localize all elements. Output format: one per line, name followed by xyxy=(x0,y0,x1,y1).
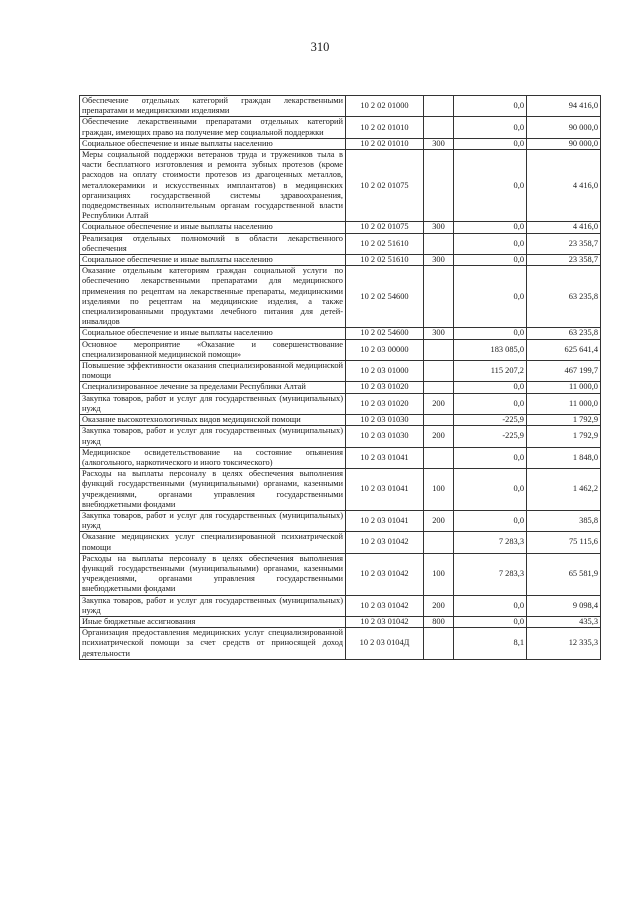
expense-name-cell: Оказание медицинских услуг специализированной психиатрической помощи xyxy=(80,532,346,553)
total-amount-cell: 63 235,8 xyxy=(527,266,601,328)
expense-type-cell: 300 xyxy=(424,138,454,149)
expense-type-cell xyxy=(424,339,454,360)
table-row xyxy=(80,339,601,360)
expense-type-cell xyxy=(424,266,454,328)
table-row xyxy=(80,233,601,254)
total-amount-cell: 1 848,0 xyxy=(527,447,601,468)
table-row xyxy=(80,426,601,447)
table-row xyxy=(80,553,601,595)
total-amount-cell: 385,8 xyxy=(527,510,601,531)
expense-name-cell: Социальное обеспечение и иные выплаты населению xyxy=(80,222,346,233)
table-row xyxy=(80,447,601,468)
change-amount-cell: 0,0 xyxy=(454,150,527,222)
target-code-cell: 10 2 02 01010 xyxy=(346,117,424,138)
total-amount-cell: 467 199,7 xyxy=(527,361,601,382)
total-amount-cell: 435,3 xyxy=(527,616,601,627)
total-amount-cell: 63 235,8 xyxy=(527,328,601,339)
change-amount-cell: 0,0 xyxy=(454,595,527,616)
target-code-cell: 10 2 03 01020 xyxy=(346,382,424,393)
expense-name-cell: Меры социальной поддержки ветеранов труда и тружеников тыла в части бесплатного изготовления и ремонта зубных протезов (кроме расходов на оплату стоимости протезов из драгоценных металлов, металлокерамики и искусственных имплантатов) в медицинских организациях государственной системы здравоохранения, подведомственных исполнительным органам государственной власти Республики Алтай xyxy=(80,150,346,222)
table-row xyxy=(80,595,601,616)
table-row xyxy=(80,117,601,138)
expense-name-cell: Медицинское освидетельствование на состояние опьянения (алкогольного, наркотического и иного токсического) xyxy=(80,447,346,468)
table-row xyxy=(80,222,601,233)
target-code-cell: 10 2 02 01075 xyxy=(346,222,424,233)
target-code-cell: 10 2 02 51610 xyxy=(346,233,424,254)
change-amount-cell: 0,0 xyxy=(454,255,527,266)
expense-type-cell: 300 xyxy=(424,222,454,233)
total-amount-cell: 94 416,0 xyxy=(527,96,601,117)
total-amount-cell: 1 792,9 xyxy=(527,426,601,447)
target-code-cell: 10 2 02 51610 xyxy=(346,255,424,266)
table-row xyxy=(80,510,601,531)
change-amount-cell: 7 283,3 xyxy=(454,532,527,553)
expense-type-cell xyxy=(424,117,454,138)
budget-table-body xyxy=(80,96,601,660)
change-amount-cell: 0,0 xyxy=(454,266,527,328)
total-amount-cell: 11 000,0 xyxy=(527,393,601,414)
expense-name-cell: Обеспечение лекарственными препаратами отдельных категорий граждан, имеющих право на получение мер социальной поддержки xyxy=(80,117,346,138)
expense-name-cell: Повышение эффективности оказания специализированной медицинской помощи xyxy=(80,361,346,382)
total-amount-cell: 9 098,4 xyxy=(527,595,601,616)
expense-name-cell: Специализированное лечение за пределами Республики Алтай xyxy=(80,382,346,393)
change-amount-cell: 0,0 xyxy=(454,117,527,138)
change-amount-cell: 0,0 xyxy=(454,96,527,117)
total-amount-cell: 11 000,0 xyxy=(527,382,601,393)
table-row xyxy=(80,150,601,222)
total-amount-cell: 4 416,0 xyxy=(527,150,601,222)
expense-name-cell: Социальное обеспечение и иные выплаты населению xyxy=(80,255,346,266)
expense-name-cell: Оказание отдельным категориям граждан социальной услуги по обеспечению лекарственными препаратами для медицинского применения по рецептам на лекарственные препараты, медицинскими изделиями по рецептам на медицинские изделия, а также специализированными продуктами лечебного питания для детей-инвалидов xyxy=(80,266,346,328)
page-number: 310 xyxy=(310,40,330,54)
target-code-cell: 10 2 03 01041 xyxy=(346,469,424,511)
change-amount-cell: 183 085,0 xyxy=(454,339,527,360)
expense-name-cell: Закупка товаров, работ и услуг для государственных (муниципальных) нужд xyxy=(80,510,346,531)
expense-name-cell: Организация предоставления медицинских услуг специализированной психиатрической помощи за счет средств от приносящей доход деятельности xyxy=(80,628,346,660)
total-amount-cell: 625 641,4 xyxy=(527,339,601,360)
total-amount-cell: 1 462,2 xyxy=(527,469,601,511)
expense-type-cell: 200 xyxy=(424,426,454,447)
table-row xyxy=(80,255,601,266)
change-amount-cell: 0,0 xyxy=(454,233,527,254)
target-code-cell: 10 2 03 01030 xyxy=(346,426,424,447)
target-code-cell: 10 2 03 01020 xyxy=(346,393,424,414)
expense-type-cell xyxy=(424,382,454,393)
budget-table xyxy=(79,95,601,660)
target-code-cell: 10 2 03 01041 xyxy=(346,510,424,531)
target-code-cell: 10 2 02 01010 xyxy=(346,138,424,149)
change-amount-cell: 0,0 xyxy=(454,469,527,511)
target-code-cell: 10 2 03 0104Д xyxy=(346,628,424,660)
expense-name-cell: Социальное обеспечение и иные выплаты населению xyxy=(80,138,346,149)
expense-name-cell: Закупка товаров, работ и услуг для государственных (муниципальных) нужд xyxy=(80,595,346,616)
expense-type-cell: 200 xyxy=(424,510,454,531)
target-code-cell: 10 2 02 54600 xyxy=(346,266,424,328)
change-amount-cell: 0,0 xyxy=(454,510,527,531)
table-row xyxy=(80,616,601,627)
table-row xyxy=(80,328,601,339)
expense-name-cell: Закупка товаров, работ и услуг для государственных (муниципальных) нужд xyxy=(80,426,346,447)
expense-type-cell xyxy=(424,361,454,382)
change-amount-cell: 0,0 xyxy=(454,616,527,627)
target-code-cell: 10 2 03 00000 xyxy=(346,339,424,360)
change-amount-cell: 115 207,2 xyxy=(454,361,527,382)
expense-name-cell: Основное мероприятие «Оказание и совершенствование специализированной медицинской помощи» xyxy=(80,339,346,360)
change-amount-cell: 8,1 xyxy=(454,628,527,660)
expense-name-cell: Закупка товаров, работ и услуг для государственных (муниципальных) нужд xyxy=(80,393,346,414)
table-row xyxy=(80,382,601,393)
expense-name-cell: Социальное обеспечение и иные выплаты населению xyxy=(80,328,346,339)
expense-name-cell: Иные бюджетные ассигнования xyxy=(80,616,346,627)
change-amount-cell: -225,9 xyxy=(454,415,527,426)
target-code-cell: 10 2 03 01042 xyxy=(346,595,424,616)
table-row xyxy=(80,96,601,117)
total-amount-cell: 1 792,9 xyxy=(527,415,601,426)
change-amount-cell: 0,0 xyxy=(454,393,527,414)
change-amount-cell: 0,0 xyxy=(454,382,527,393)
change-amount-cell: -225,9 xyxy=(454,426,527,447)
total-amount-cell: 12 335,3 xyxy=(527,628,601,660)
expense-type-cell xyxy=(424,150,454,222)
change-amount-cell: 0,0 xyxy=(454,328,527,339)
target-code-cell: 10 2 03 01000 xyxy=(346,361,424,382)
expense-type-cell xyxy=(424,96,454,117)
target-code-cell: 10 2 03 01042 xyxy=(346,532,424,553)
change-amount-cell: 0,0 xyxy=(454,222,527,233)
change-amount-cell: 7 283,3 xyxy=(454,553,527,595)
expense-type-cell: 100 xyxy=(424,469,454,511)
table-row xyxy=(80,361,601,382)
expense-name-cell: Обеспечение отдельных категорий граждан лекарственными препаратами и медицинскими изделиями xyxy=(80,96,346,117)
expense-type-cell: 800 xyxy=(424,616,454,627)
expense-name-cell: Реализация отдельных полномочий в области лекарственного обеспечения xyxy=(80,233,346,254)
expense-type-cell: 300 xyxy=(424,255,454,266)
table-row xyxy=(80,415,601,426)
expense-type-cell xyxy=(424,415,454,426)
total-amount-cell: 90 000,0 xyxy=(527,138,601,149)
total-amount-cell: 65 581,9 xyxy=(527,553,601,595)
target-code-cell: 10 2 03 01030 xyxy=(346,415,424,426)
target-code-cell: 10 2 03 01041 xyxy=(346,447,424,468)
expense-type-cell: 100 xyxy=(424,553,454,595)
target-code-cell: 10 2 03 01042 xyxy=(346,616,424,627)
target-code-cell: 10 2 02 54600 xyxy=(346,328,424,339)
change-amount-cell: 0,0 xyxy=(454,447,527,468)
expense-type-cell: 200 xyxy=(424,393,454,414)
total-amount-cell: 23 358,7 xyxy=(527,255,601,266)
target-code-cell: 10 2 03 01042 xyxy=(346,553,424,595)
table-row xyxy=(80,393,601,414)
expense-name-cell: Оказание высокотехнологичных видов медицинской помощи xyxy=(80,415,346,426)
expense-type-cell xyxy=(424,233,454,254)
expense-type-cell xyxy=(424,532,454,553)
table-row xyxy=(80,532,601,553)
expense-type-cell: 200 xyxy=(424,595,454,616)
expense-type-cell xyxy=(424,628,454,660)
expense-type-cell xyxy=(424,447,454,468)
target-code-cell: 10 2 02 01000 xyxy=(346,96,424,117)
total-amount-cell: 75 115,6 xyxy=(527,532,601,553)
table-row xyxy=(80,628,601,660)
table-row xyxy=(80,266,601,328)
table-row xyxy=(80,138,601,149)
change-amount-cell: 0,0 xyxy=(454,138,527,149)
expense-name-cell: Расходы на выплаты персоналу в целях обеспечения выполнения функций государственными (муниципальными) органами, казенными учреждениями, органами управления государственными внебюджетными фондами xyxy=(80,469,346,511)
table-row xyxy=(80,469,601,511)
total-amount-cell: 4 416,0 xyxy=(527,222,601,233)
target-code-cell: 10 2 02 01075 xyxy=(346,150,424,222)
expense-type-cell: 300 xyxy=(424,328,454,339)
expense-name-cell: Расходы на выплаты персоналу в целях обеспечения выполнения функций государственными (муниципальными) органами, казенными учреждениями, органами управления государственными внебюджетными фондами xyxy=(80,553,346,595)
total-amount-cell: 90 000,0 xyxy=(527,117,601,138)
total-amount-cell: 23 358,7 xyxy=(527,233,601,254)
